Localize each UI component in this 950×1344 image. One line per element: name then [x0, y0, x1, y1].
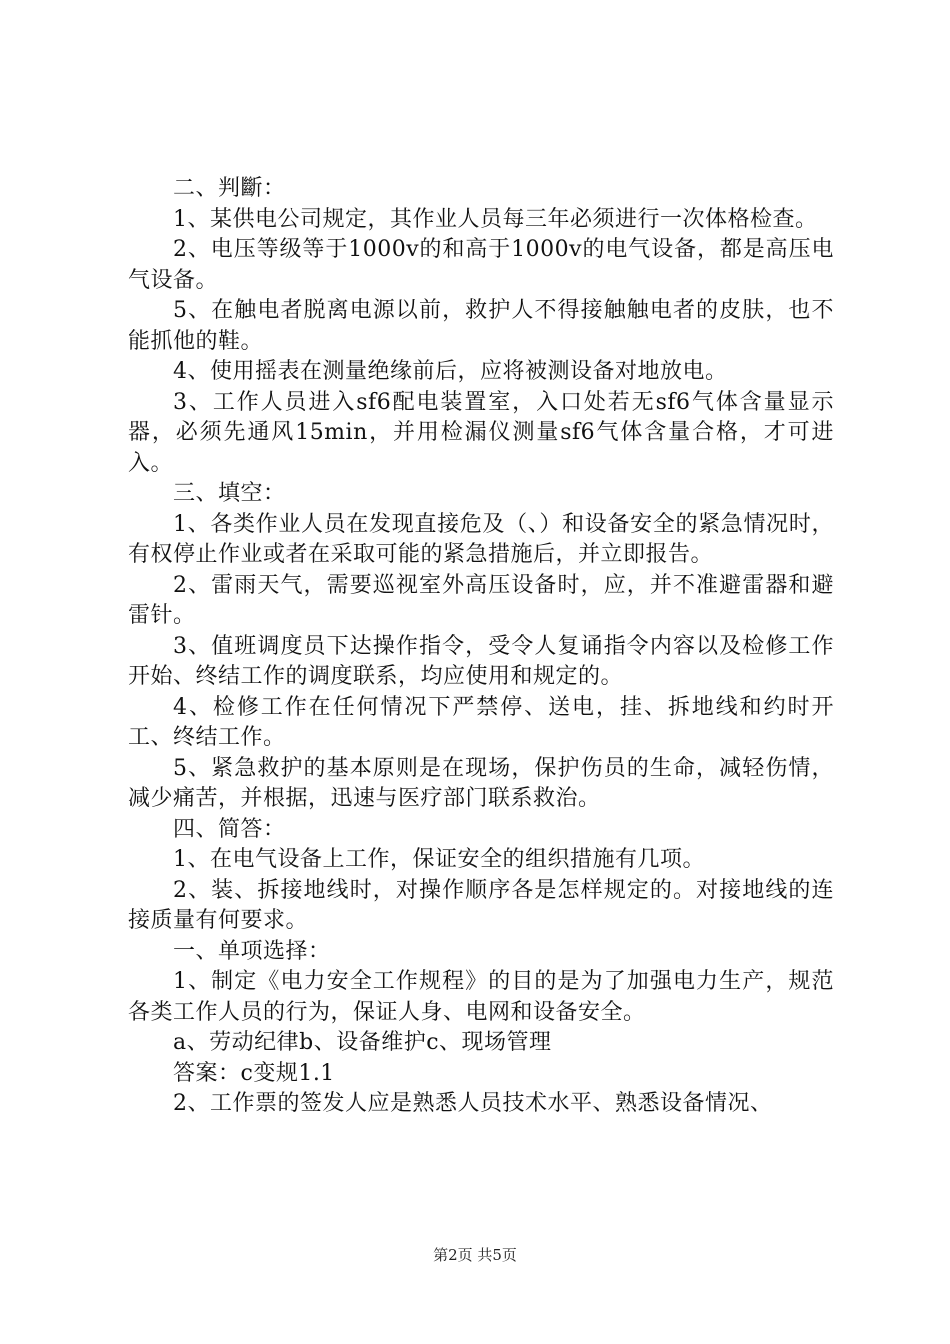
document-body	[128, 174, 834, 1120]
paragraph: 4、使用摇表在测量绝缘前后，应将被测设备对地放电。	[173, 359, 728, 384]
paragraph: 3、工作人员进入sf6配电装置室，入口处若无sf6气体含量显示器，必须先通风15min，并用检漏仪测量sf6气体含量合格，才可进入。	[128, 389, 834, 476]
paragraph: 1、各类作业人员在发现直接危及（、）和设备安全的紧急情况时，有权停止作业或者在采取可能的紧急措施后，并立即报告。	[128, 511, 834, 567]
section-heading-short-answer: 四、简答：	[173, 816, 286, 842]
paragraph: 1、某供电公司规定，其作业人员每三年必须进行一次体格检查。	[173, 206, 818, 232]
paragraph: 3、值班调度员下达操作指令，受令人复诵指令内容以及检修工作开始、终结工作的调度联系，均应使用和规定的。	[128, 633, 834, 689]
section-heading-single-choice: 一、单项选择：	[173, 938, 331, 964]
paragraph: 5、紧急救护的基本原则是在现场，保护伤员的生命，减轻伤情，减少痛苦，并根据，迅速与医疗部门联系救治。	[128, 755, 834, 811]
paragraph: 4、检修工作在任何情况下严禁停、送电，挂、拆地线和约时开工、终结工作。	[128, 694, 834, 750]
paragraph: 5、在触电者脱离电源以前，救护人不得接触触电者的皮肤，也不能抓他的鞋。	[128, 298, 834, 354]
paragraph: 2、工作票的签发人应是熟悉人员技术水平、熟悉设备情况、	[173, 1091, 773, 1116]
paragraph: 2、电压等级等于1000v的和高于1000v的电气设备，都是高压电气设备。	[128, 237, 834, 293]
paragraph: 1、在电气设备上工作，保证安全的组织措施有几项。	[173, 847, 705, 872]
answer-line: 答案：c变规1.1	[173, 1060, 335, 1086]
page-number-footer: 第2页 共5页	[433, 1246, 517, 1264]
paragraph: 2、装、拆接地线时，对操作顺序各是怎样规定的。对接地线的连接质量有何要求。	[128, 877, 834, 933]
paragraph: 2、雷雨天气，需要巡视室外高压设备时，应，并不准避雷器和避雷针。	[128, 572, 834, 628]
answer-options: a、劳动纪律b、设备维护c、现场管理	[173, 1030, 552, 1055]
section-heading-fill-blank: 三、填空：	[173, 481, 286, 506]
section-heading-judgment: 二、判斷：	[173, 176, 286, 201]
paragraph: 1、制定《电力安全工作规程》的目的是为了加强电力生产，规范各类工作人员的行为，保证人身、电网和设备安全。	[128, 969, 834, 1025]
